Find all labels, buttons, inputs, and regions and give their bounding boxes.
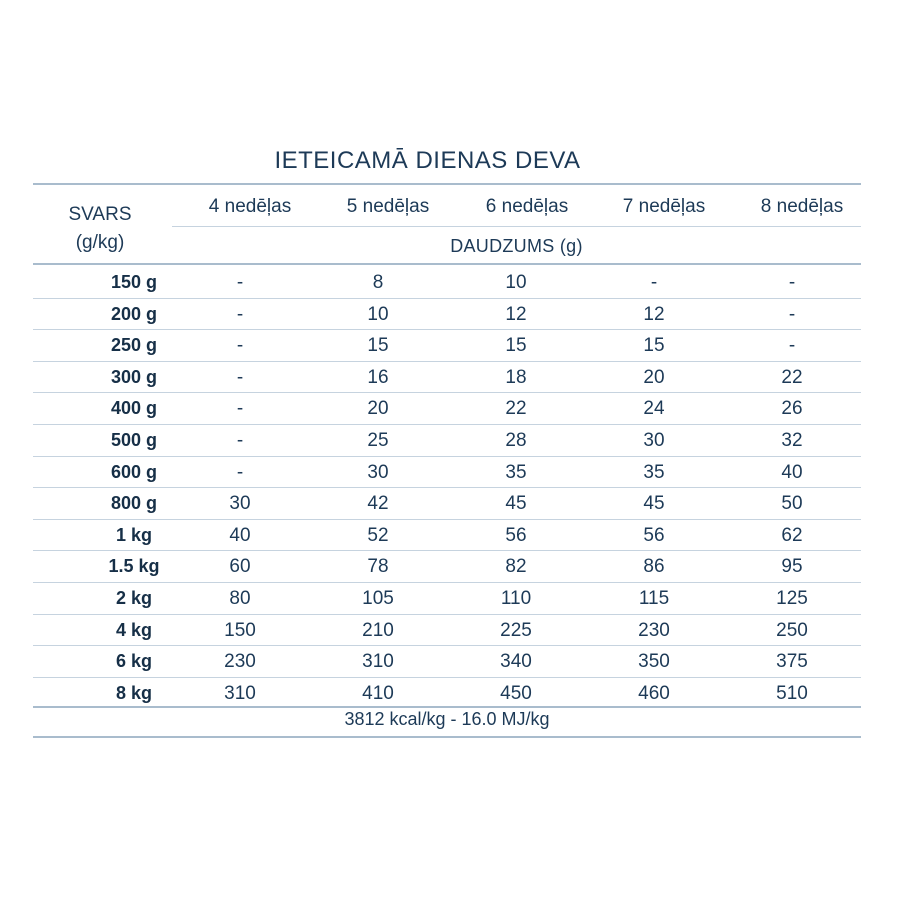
amount-cell: 25 — [367, 430, 389, 451]
amount-cell: 310 — [362, 651, 394, 673]
table-row — [33, 267, 861, 298]
amount-cell: 210 — [362, 619, 394, 641]
amount-cell: - — [788, 303, 796, 325]
weight-cell: 4 kg — [115, 619, 153, 640]
amount-cell: 250 — [776, 619, 808, 641]
amount-cell: - — [236, 461, 244, 483]
amount-cell: 450 — [500, 682, 532, 704]
table-row — [33, 678, 861, 709]
weight-cell: 800 g — [110, 493, 158, 514]
weight-column-header — [40, 201, 160, 257]
amount-cell: 16 — [367, 366, 389, 388]
amount-cell: - — [236, 335, 244, 357]
weight-unit-label: (g/kg) — [75, 232, 125, 253]
amount-cell: 460 — [638, 682, 670, 704]
amount-cell: 230 — [638, 619, 670, 641]
week-header-5: 5 nedēļas — [346, 196, 430, 217]
amount-cell: 8 — [372, 272, 384, 293]
table-row — [33, 362, 861, 393]
table-row — [33, 583, 861, 614]
week-header-7: 7 nedēļas — [622, 196, 706, 217]
amount-cell: 28 — [505, 430, 527, 451]
weight-cell: 1.5 kg — [108, 556, 160, 577]
quantity-label: DAUDZUMS (g) — [450, 236, 583, 256]
amount-cell: 30 — [229, 493, 251, 515]
amount-cell: - — [236, 366, 244, 388]
weight-cell: 250 g — [110, 335, 158, 356]
table-row — [33, 488, 861, 519]
amount-cell: 35 — [643, 461, 665, 483]
amount-cell: - — [650, 272, 658, 293]
weight-label: SVARS — [68, 204, 132, 225]
table-title: IETEICAMĀ DIENAS DEVA — [274, 147, 581, 174]
amount-cell: 30 — [643, 430, 665, 451]
amount-cell: 35 — [505, 461, 527, 483]
amount-cell: 12 — [643, 303, 665, 325]
amount-cell: 510 — [776, 682, 808, 704]
amount-cell: 110 — [500, 588, 532, 609]
amount-cell: 410 — [362, 682, 394, 704]
amount-cell: 18 — [505, 366, 527, 388]
amount-cell: 15 — [643, 335, 665, 357]
amount-cell: 115 — [638, 588, 670, 609]
amount-cell: 340 — [500, 651, 532, 673]
amount-cell: 60 — [229, 556, 251, 578]
table-row — [33, 425, 861, 456]
amount-cell: 95 — [781, 556, 803, 578]
bottom-rule — [33, 736, 861, 738]
weight-cell: 500 g — [110, 430, 158, 450]
amount-cell: - — [236, 430, 244, 451]
energy-footer: 3812 kcal/kg - 16.0 MJ/kg — [344, 709, 550, 729]
amount-cell: 22 — [505, 398, 527, 420]
amount-cell: 20 — [367, 398, 389, 420]
table-row — [33, 330, 861, 361]
amount-cell: 30 — [367, 461, 389, 483]
week-header-4: 4 nedēļas — [208, 196, 292, 217]
amount-cell: 56 — [643, 524, 665, 546]
amount-cell: - — [236, 398, 244, 420]
amount-cell: 230 — [224, 651, 256, 673]
amount-cell: - — [788, 272, 796, 293]
amount-cell: 12 — [505, 303, 527, 325]
amount-cell: 15 — [367, 335, 389, 357]
amount-cell: 26 — [781, 398, 803, 420]
amount-cell: 310 — [224, 682, 256, 704]
amount-cell: 20 — [643, 366, 665, 388]
amount-cell: 78 — [367, 556, 389, 578]
amount-cell: 86 — [643, 556, 665, 578]
amount-cell: 375 — [776, 651, 808, 673]
weight-cell: 1 kg — [115, 524, 153, 545]
amount-cell: 62 — [781, 524, 803, 546]
amount-cell: 225 — [500, 619, 532, 641]
amount-cell: 22 — [781, 366, 803, 388]
table-row — [33, 615, 861, 646]
amount-cell: 15 — [505, 335, 527, 357]
amount-cell: 42 — [367, 493, 389, 515]
table-row — [33, 299, 861, 330]
table-end-rule — [33, 706, 861, 708]
amount-cell: - — [788, 335, 796, 357]
weight-cell: 200 g — [110, 303, 158, 324]
top-rule — [33, 183, 861, 185]
weight-cell: 6 kg — [115, 651, 153, 672]
amount-cell: 105 — [362, 588, 394, 609]
table-row — [33, 457, 861, 488]
amount-cell: 50 — [781, 493, 803, 515]
weight-cell: 8 kg — [115, 682, 153, 703]
amount-cell: 40 — [229, 524, 251, 546]
amount-cell: 125 — [776, 588, 808, 609]
amount-cell: - — [236, 272, 244, 293]
table-row — [33, 551, 861, 582]
weight-cell: 300 g — [110, 366, 158, 387]
amount-cell: 10 — [367, 303, 389, 325]
amount-cell: 24 — [643, 398, 665, 420]
amount-cell: 56 — [505, 524, 527, 546]
amount-cell: 45 — [643, 493, 665, 515]
header-bottom-rule — [33, 263, 861, 265]
table-row — [33, 520, 861, 551]
weight-cell: 150 g — [110, 272, 158, 292]
week-header-6: 6 nedēļas — [485, 196, 569, 217]
amount-cell: 80 — [229, 588, 251, 609]
table-row — [33, 646, 861, 677]
weight-cell: 400 g — [110, 398, 158, 419]
amount-cell: 150 — [224, 619, 256, 641]
weight-cell: 600 g — [110, 461, 158, 482]
amount-cell: 32 — [781, 430, 803, 451]
week-header-8: 8 nedēļas — [760, 196, 844, 217]
weight-cell: 2 kg — [115, 588, 153, 608]
amount-cell: 52 — [367, 524, 389, 546]
amount-cell: 40 — [781, 461, 803, 483]
amount-cell: 350 — [638, 651, 670, 673]
amount-cell: 10 — [505, 272, 527, 293]
amount-cell: 82 — [505, 556, 527, 578]
table-row — [33, 393, 861, 424]
amount-cell: - — [236, 303, 244, 325]
header-sub-rule — [172, 226, 861, 227]
amount-cell: 45 — [505, 493, 527, 515]
